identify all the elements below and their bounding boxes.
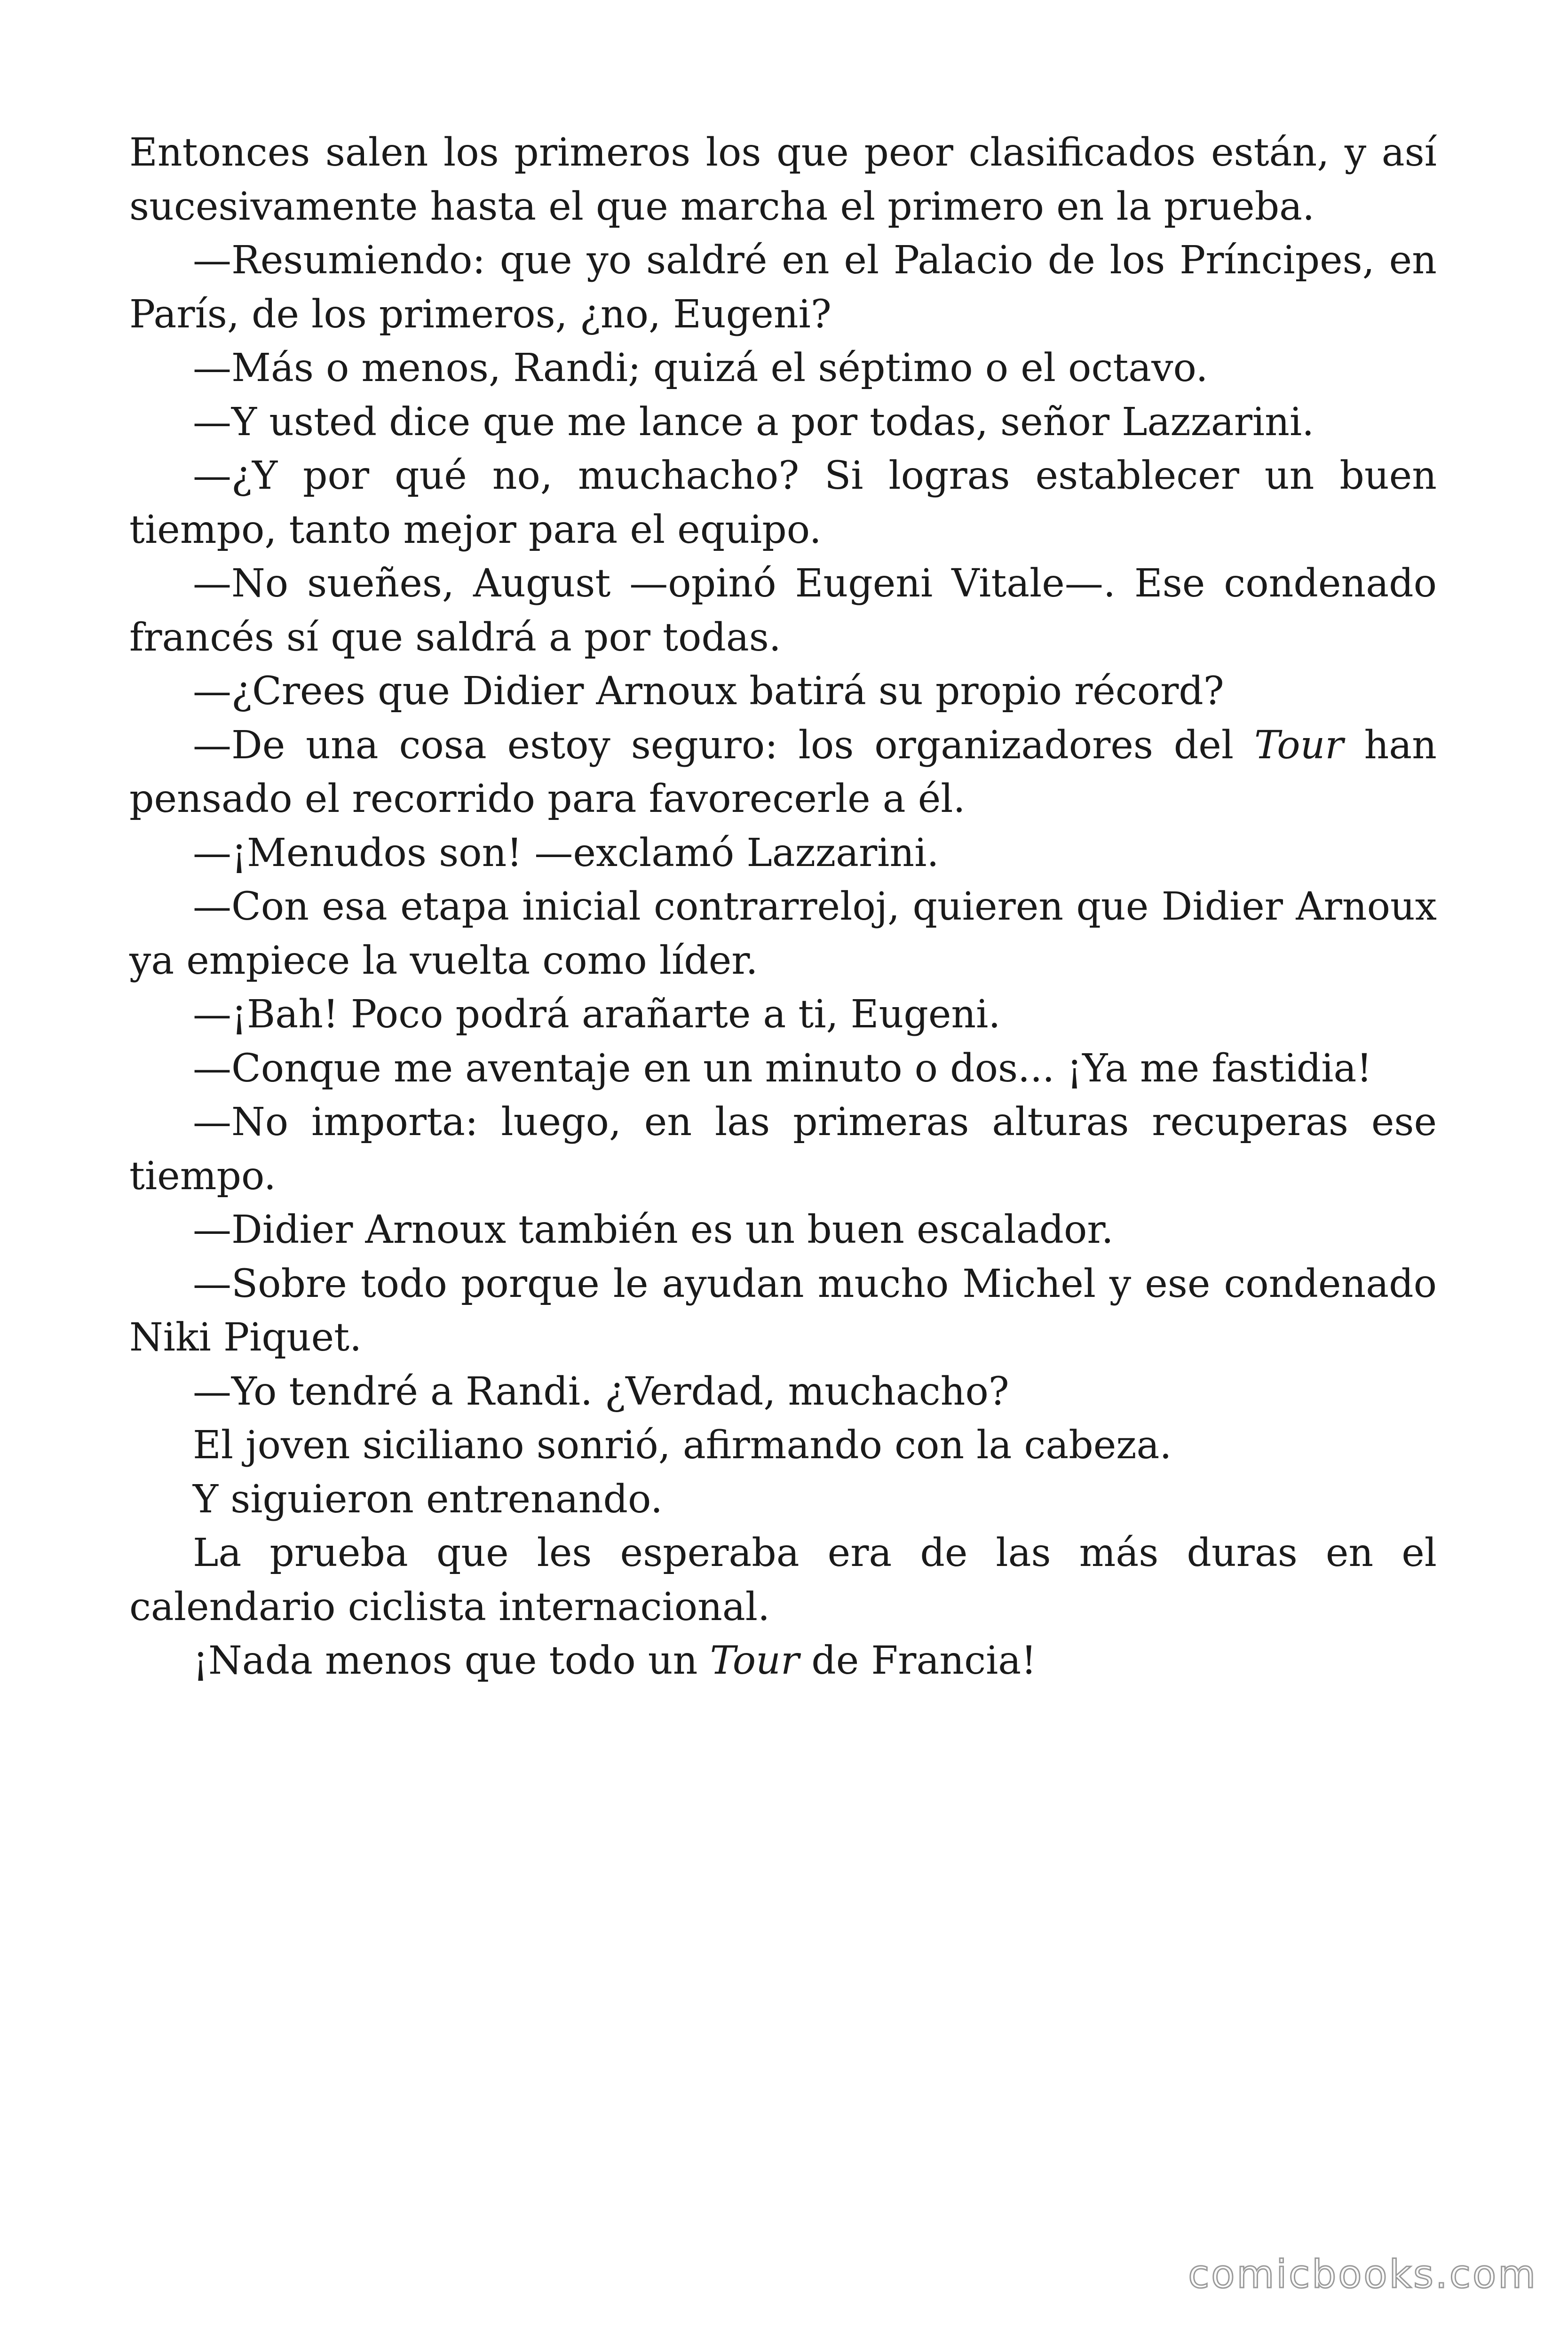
body-text xyxy=(129,126,1437,1688)
paragraph: —Y usted dice que me lance a por todas, señor Lazzarini. xyxy=(193,399,1315,445)
paragraph-italic-text: Tour xyxy=(710,1638,800,1683)
paragraph: —No importa: luego, en las primeras alturas recuperas ese tiempo. xyxy=(129,1100,1437,1199)
paragraph-text: ¡Nada menos que todo un xyxy=(193,1638,710,1683)
paragraph: —¡Bah! Poco podrá arañarte a ti, Eugeni. xyxy=(193,992,1001,1037)
paragraph xyxy=(129,719,1437,826)
paragraph: —Yo tendré a Randi. ¿Verdad, muchacho? xyxy=(193,1369,1009,1414)
paragraph: —¡Menudos son! —exclamó Lazzarini. xyxy=(193,830,939,875)
paragraph-italic-text: Tour xyxy=(1254,723,1344,768)
paragraph-text: de Francia! xyxy=(799,1638,1037,1683)
paragraph: —¿Crees que Didier Arnoux batirá su propio récord? xyxy=(193,669,1224,714)
paragraph: La prueba que les esperaba era de las más duras en el calendario ciclista internacional. xyxy=(129,1531,1437,1629)
paragraph-text: —De una cosa estoy seguro: los organizadores del xyxy=(193,723,1254,768)
paragraph: Y siguieron entrenando. xyxy=(193,1477,663,1522)
paragraph-text: han pensado el recorrido para favorecerle a él. xyxy=(129,723,1437,821)
watermark: comicbooks.com xyxy=(1188,2252,1537,2297)
paragraph: —Más o menos, Randi; quizá el séptimo o el octavo. xyxy=(193,346,1208,390)
paragraph: —¿Y por qué no, muchacho? Si logras establecer un buen tiempo, tanto mejor para el equipo. xyxy=(129,453,1437,552)
paragraph: —Conque me aventaje en un minuto o dos... ¡Ya me fastidia! xyxy=(193,1046,1372,1091)
paragraph: —No sueñes, August —opinó Eugeni Vitale—. Ese condenado francés sí que saldrá a por todas. xyxy=(129,561,1437,660)
paragraph: —Sobre todo porque le ayudan mucho Michel y ese condenado Niki Piquet. xyxy=(129,1261,1437,1360)
paragraph xyxy=(129,1634,1437,1688)
paragraph: El joven siciliano sonrió, afirmando con la cabeza. xyxy=(193,1423,1172,1468)
paragraph: —Didier Arnoux también es un buen escalador. xyxy=(193,1208,1114,1252)
paragraph: —Resumiendo: que yo saldré en el Palacio de los Príncipes, en París, de los primeros, ¿no, Eugeni? xyxy=(129,238,1437,337)
paragraph: Entonces salen los primeros los que peor clasificados están, y así sucesivamente hasta el que marcha el primero en la prueba. xyxy=(129,130,1437,229)
paragraph: —Con esa etapa inicial contrarreloj, quieren que Didier Arnoux ya empiece la vuelta como líder. xyxy=(129,884,1437,983)
